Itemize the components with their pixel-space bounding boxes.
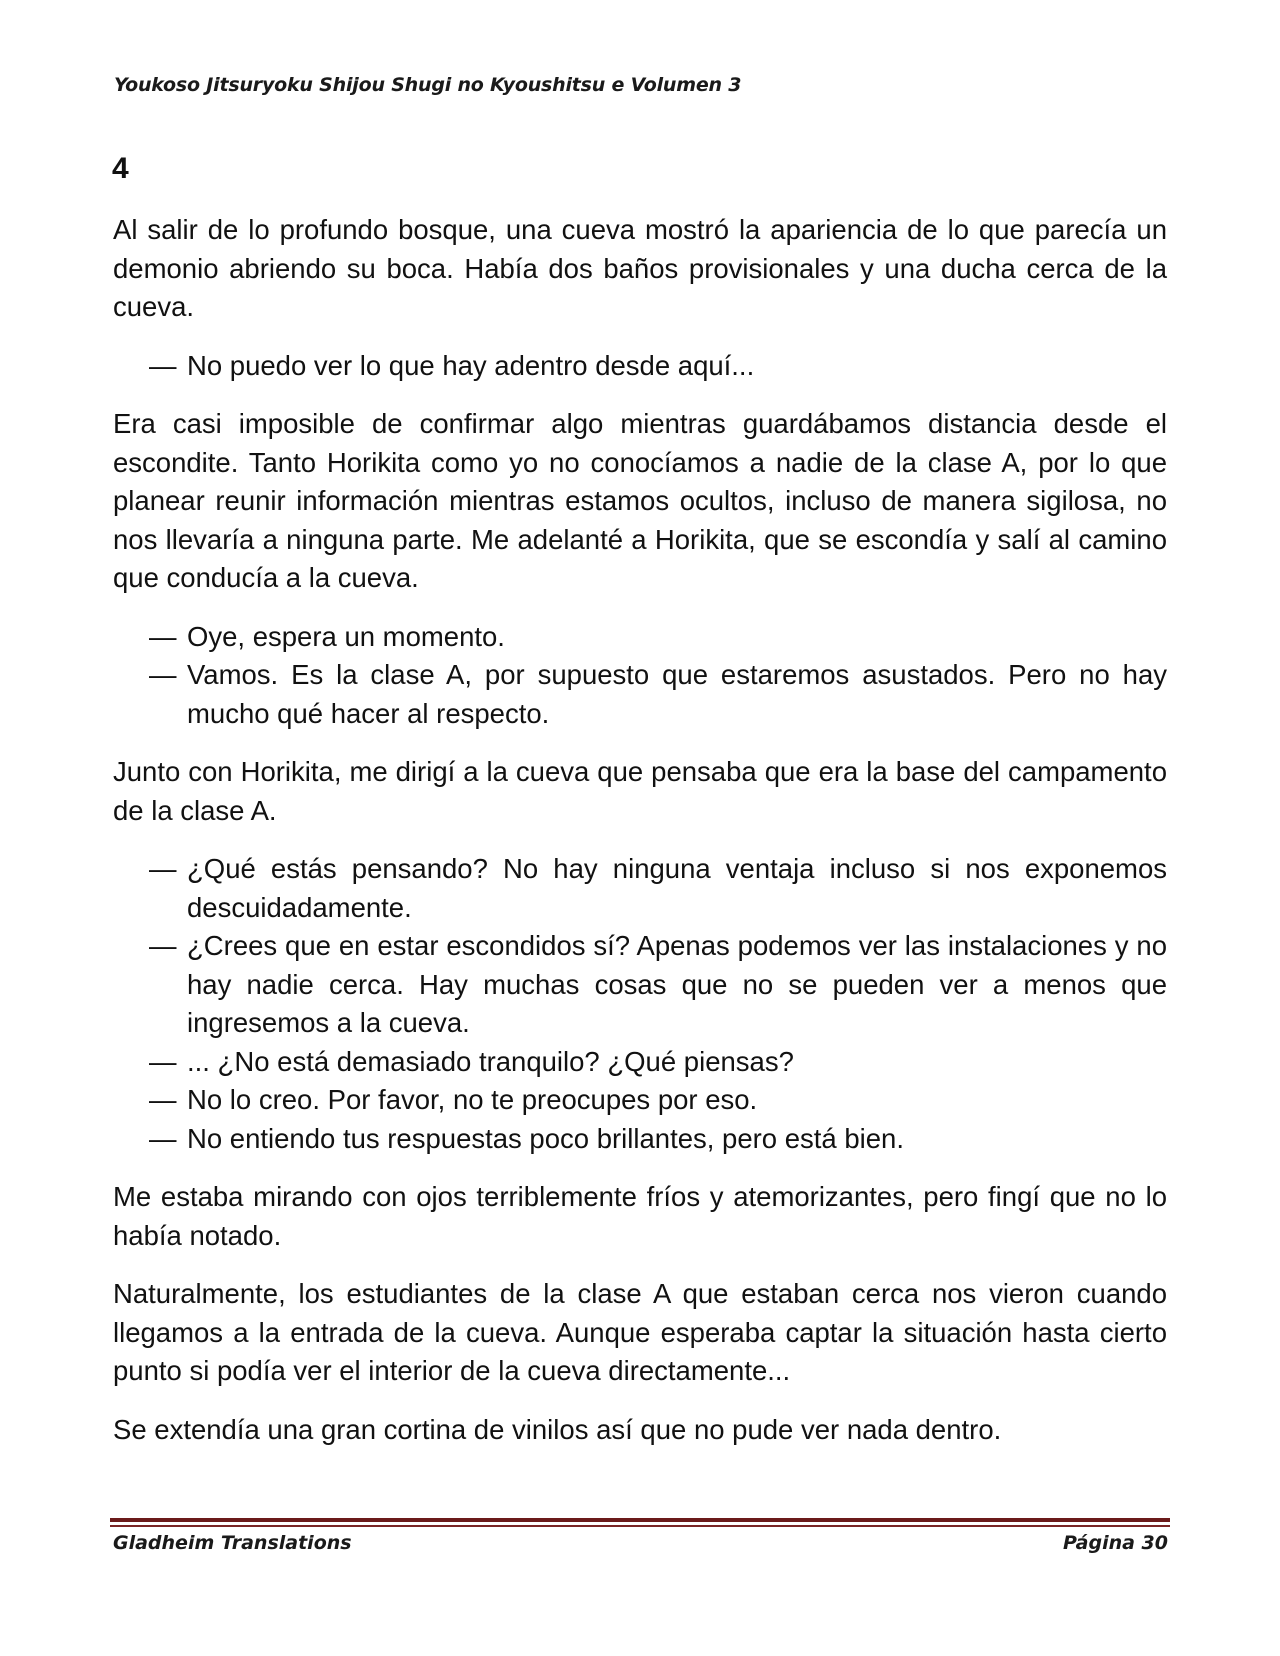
- paragraph: Era casi imposible de confirmar algo mientras guardábamos distancia desde el escondite. Tanto Horikita como yo no conocíamos a nadie de la clase A, por lo que planear reunir información mientras estamos ocultos, incluso de manera sigilosa, no nos llevaría a ninguna parte. Me adelanté a Horikita, que se escondía y salí al camino que conducía a la cueva.: [113, 408, 1167, 593]
- em-dash: —: [149, 930, 177, 961]
- running-header: Youkoso Jitsuryoku Shijou Shugi no Kyoushitsu e Volumen 3: [114, 74, 742, 96]
- em-dash: —: [149, 1084, 177, 1115]
- body-text: [113, 211, 1167, 1469]
- paragraph: Junto con Horikita, me dirigí a la cueva que pensaba que era la base del campamento de la clase A.: [113, 756, 1167, 826]
- em-dash: —: [149, 1122, 177, 1154]
- dialogue-group: [113, 618, 1167, 734]
- chapter-number: 4: [112, 152, 129, 185]
- paragraph: Se extendía una gran cortina de vinilos así que no pude ver nada dentro.: [113, 1413, 1002, 1445]
- em-dash: —: [149, 853, 177, 884]
- dialogue-line: [149, 347, 1167, 386]
- paragraph: Me estaba mirando con ojos terriblemente fríos y atemorizantes, pero fingí que no lo había notado.: [113, 1181, 1167, 1251]
- dialogue-text: ¿Qué estás pensando? No hay ninguna ventaja incluso si nos exponemos descuidadamente.: [187, 853, 1167, 923]
- footer-rule-thin: [110, 1525, 1170, 1527]
- dialogue-line: [149, 1120, 1167, 1159]
- dialogue-line: [149, 850, 1167, 927]
- dialogue-line: [149, 1081, 1167, 1120]
- em-dash: —: [149, 349, 177, 381]
- dialogue-text: No lo creo. Por favor, no te preocupes por eso.: [187, 1084, 758, 1115]
- footer-translator: Gladheim Translations: [113, 1532, 352, 1554]
- em-dash: —: [149, 659, 177, 690]
- dialogue-line: [149, 927, 1167, 1043]
- dialogue-line: [149, 656, 1167, 733]
- paragraph: Naturalmente, los estudiantes de la clase A que estaban cerca nos vieron cuando llegamos a la entrada de la cueva. Aunque esperaba captar la situación hasta cierto punto si podía ver el interior de la cueva directamente...: [113, 1278, 1167, 1386]
- dialogue-line: [149, 1043, 1167, 1082]
- dialogue-group: [113, 347, 1167, 386]
- dialogue-text: ¿Crees que en estar escondidos sí? Apenas podemos ver las instalaciones y no hay nadie cerca. Hay muchas cosas que no se pueden ver a menos que ingresemos a la cueva.: [187, 930, 1167, 1038]
- em-dash: —: [149, 1045, 177, 1077]
- em-dash: —: [149, 620, 177, 652]
- dialogue-group: [113, 850, 1167, 1158]
- footer-page-number: Página 30: [1062, 1532, 1168, 1554]
- dialogue-text: No puedo ver lo que hay adentro desde aquí...: [187, 349, 755, 381]
- footer-rule-thick: [110, 1518, 1170, 1522]
- dialogue-text: Oye, espera un momento.: [187, 620, 505, 652]
- dialogue-text: ... ¿No está demasiado tranquilo? ¿Qué piensas?: [187, 1045, 794, 1077]
- dialogue-text: Vamos. Es la clase A, por supuesto que estaremos asustados. Pero no hay mucho qué hacer al respecto.: [187, 659, 1167, 729]
- dialogue-text: No entiendo tus respuestas poco brillantes, pero está bien.: [187, 1122, 904, 1154]
- paragraph: Al salir de lo profundo bosque, una cueva mostró la apariencia de lo que parecía un demonio abriendo su boca. Había dos baños provisionales y una ducha cerca de la cueva.: [113, 214, 1167, 322]
- dialogue-line: [149, 618, 1167, 657]
